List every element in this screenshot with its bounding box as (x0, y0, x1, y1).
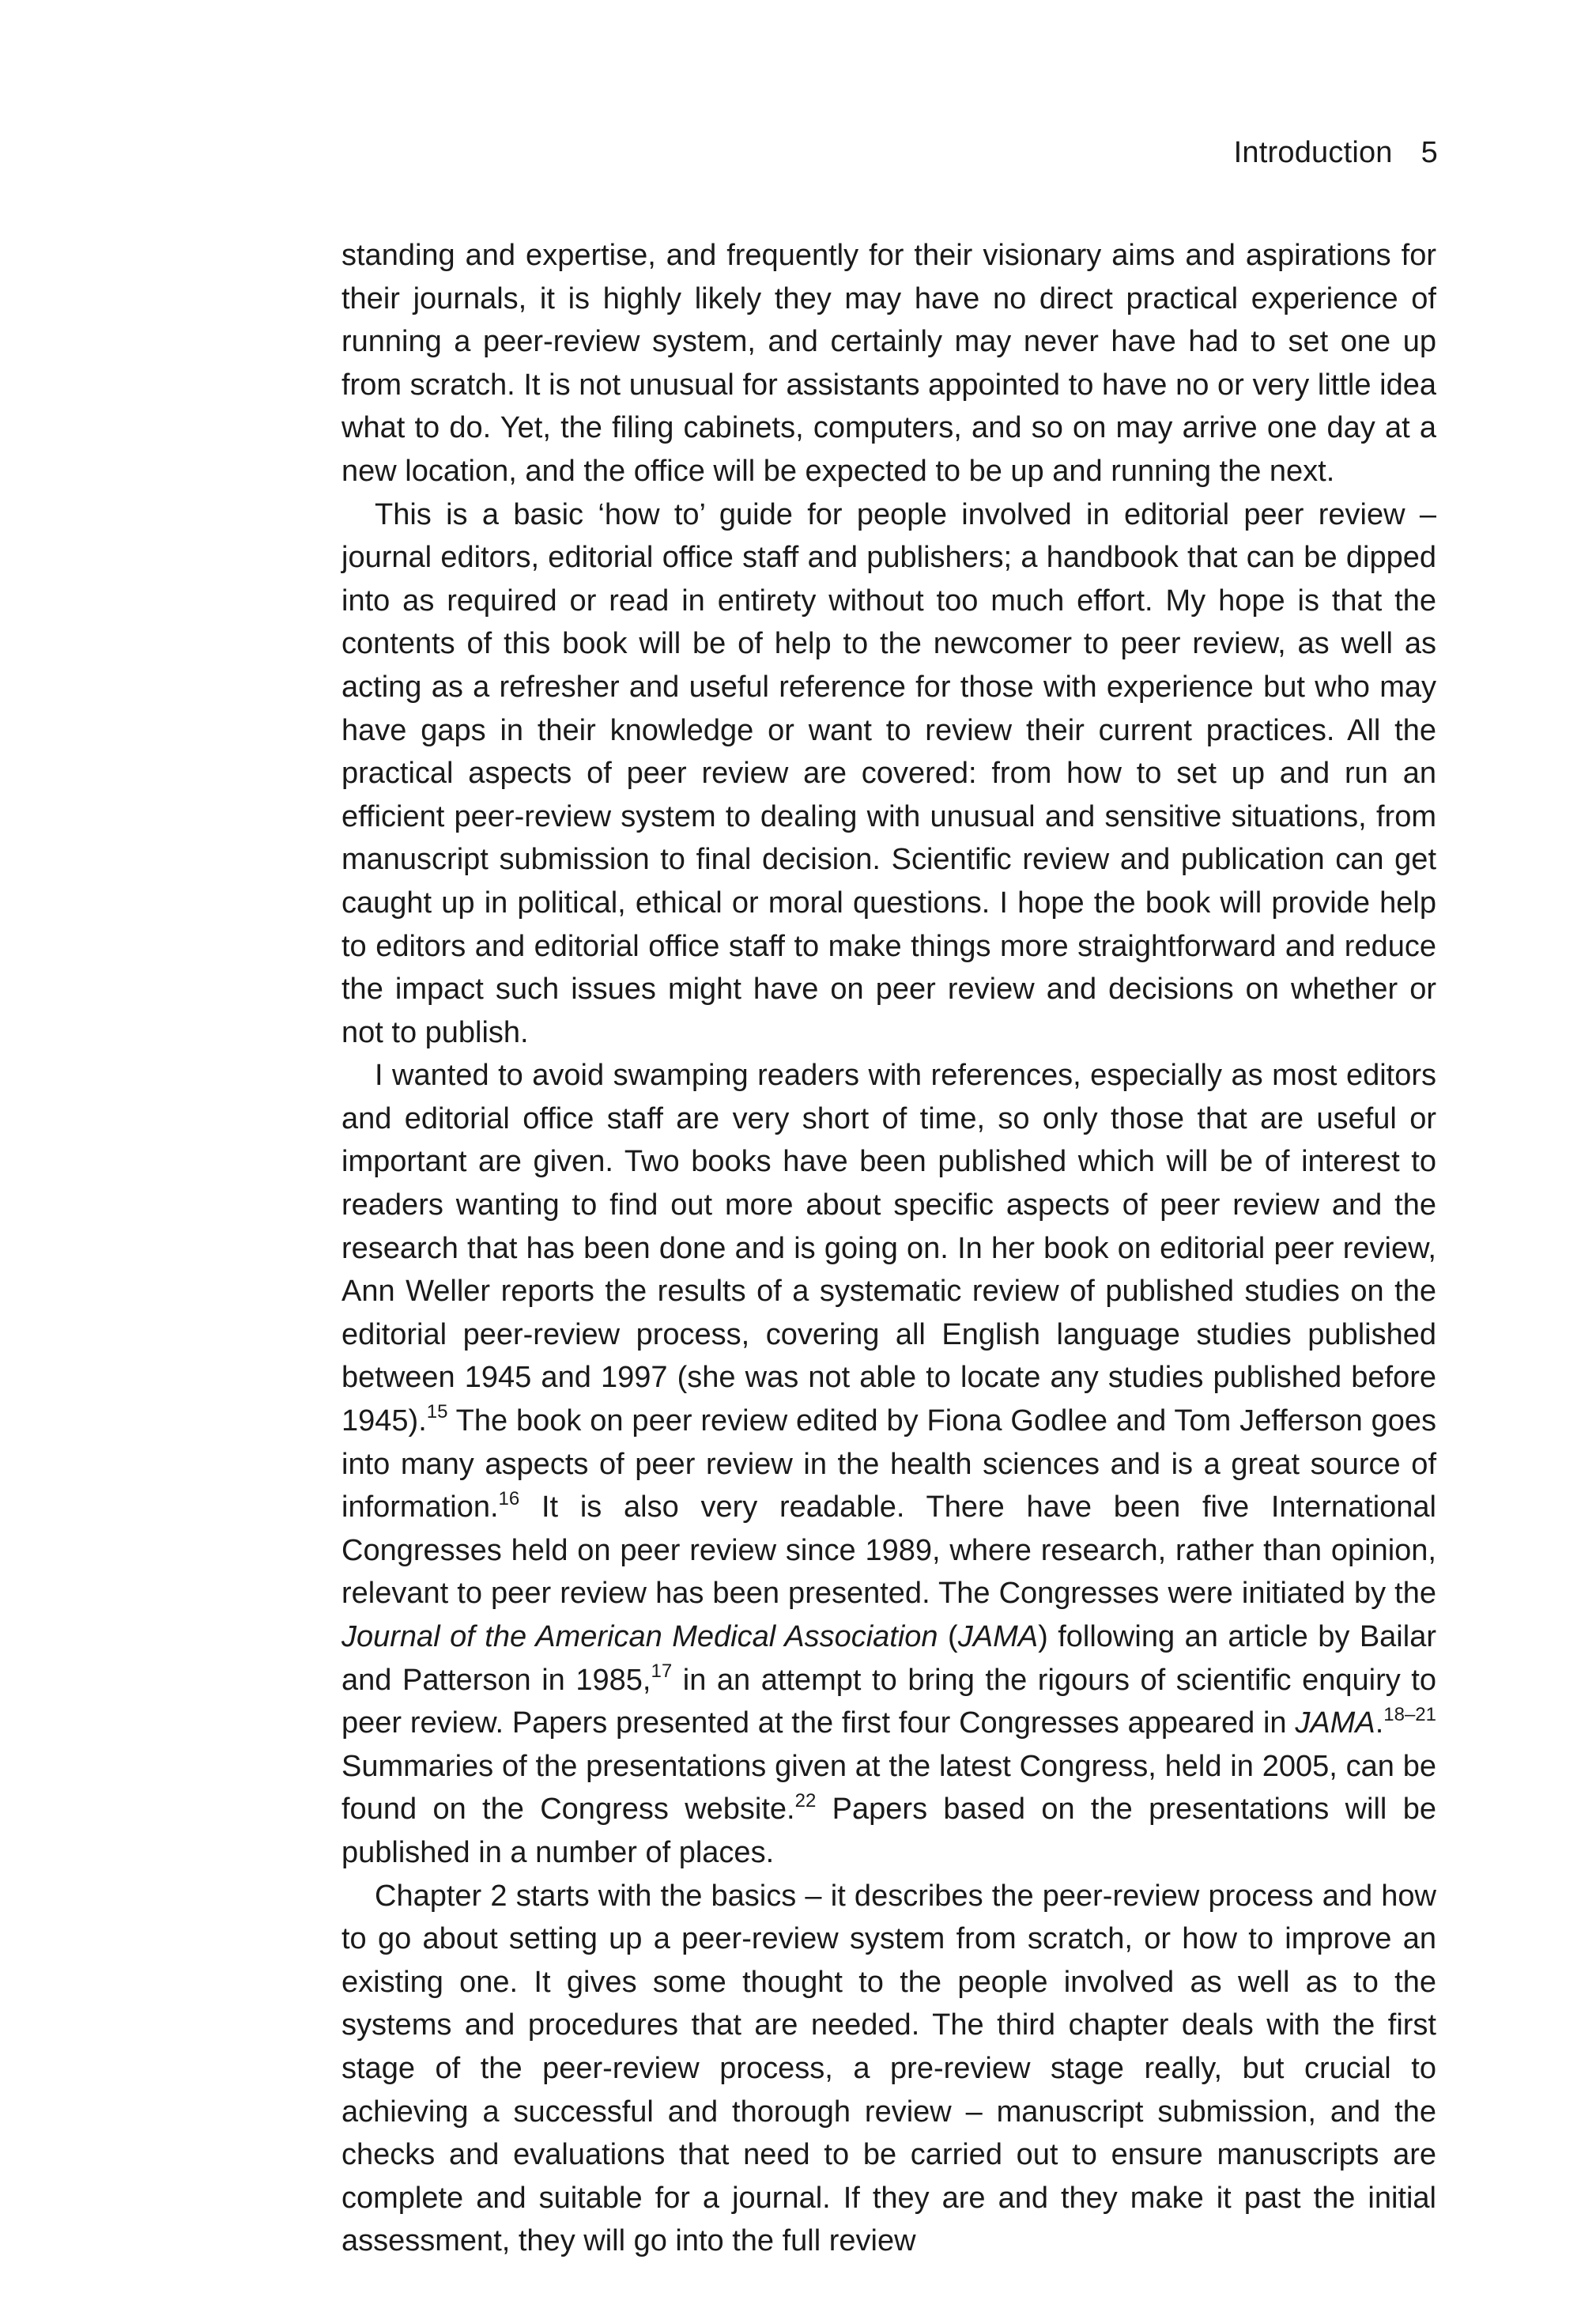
paragraph-3-text-8: Summaries of the presentations given at the latest Congress, held in 2005, can be found on the Congress website. (341, 1749, 1436, 1827)
reference-17: 17 (651, 1660, 673, 1682)
paragraph-3-text-5: ) following an article by Bailar and Patterson in 1985, (341, 1620, 1436, 1697)
paragraph-1: standing and expertise, and frequently for their visionary aims and aspirations for their journals, it is highly likely they may have no direct practical experience of running a peer-review system, and certainly may never have had to set one up from scratch. It is not unusual for assistants appointed to have no or very little idea what to do. Yet, the filing cabinets, computers, and so on may arrive one day at a new location, and the office will be expected to be up and running the next. (341, 239, 1436, 488)
reference-16: 16 (498, 1487, 520, 1509)
reference-15: 15 (426, 1401, 448, 1423)
paragraph-3-text-4: ( (938, 1620, 958, 1653)
journal-abbrev: JAMA (957, 1620, 1039, 1653)
paragraph-3-text-7: . (1375, 1706, 1384, 1740)
page-number: 5 (1421, 136, 1438, 169)
journal-title: Journal of the American Medical Association (341, 1620, 938, 1653)
paragraph-2: This is a basic ‘how to’ guide for people involved in editorial peer review – journal editors, editorial office staff and publishers; a handbook that can be dipped into as required or read in entirety without too much effort. My hope is that the contents of this book will be of help to the newcomer to peer review, as well as acting as a refresher and useful reference for those with experience but who may have gaps in their knowledge or want to review their current practices. All the practical aspects of peer review are covered: from how to set up and run an efficient peer-review system to dealing with unusual and sensitive situations, from manuscript submission to final decision. Scientific review and publication can get caught up in political, ethical or moral questions. I hope the book will provide help to editors and editorial office staff to make things more straightforward and reduce the impact such issues might have on peer review and decisions on whether or not to publish. (341, 497, 1436, 1049)
section-title: Introduction (1233, 136, 1393, 169)
paragraph-3-text-2: The book on peer review edited by Fiona Godlee and Tom Jefferson goes into many aspects of peer review in the health sciences and is a great source of information. (341, 1404, 1436, 1524)
paragraph-3-text-1: I wanted to avoid swamping readers with references, especially as most editors and editorial office staff are very short of time, so only those that are useful or important are given. Two books have been published which will be of interest to readers wanting to find out more about specific aspects of peer review and the research that has been done and is going on. In her book on editorial peer review, Ann Weller reports the results of a systematic review of published studies on the editorial peer-review process, covering all English language studies published between 1945 and 1997 (she was not able to locate any studies published before 1945). (341, 1059, 1436, 1438)
paragraph-3-text-6: in an attempt to bring the rigours of scientific enquiry to peer review. Papers presented at the first four Congresses appeared in (341, 1663, 1436, 1740)
reference-18-21: 18–21 (1383, 1703, 1436, 1725)
paragraph-3-text-3: It is also very readable. There have been five International Congresses held on peer review since 1989, where research, rather than opinion, relevant to peer review has been presented. The Congresses were initiated by the (341, 1490, 1436, 1611)
body-text (341, 234, 1436, 2263)
paragraph-4: Chapter 2 starts with the basics – it describes the peer-review process and how to go about setting up a peer-review system from scratch, or how to improve an existing one. It gives some thought to the people involved as well as to the systems and procedures that are needed. The third chapter deals with the first stage of the peer-review process, a pre-review stage really, but crucial to achieving a successful and thorough review – manuscript submission, and the checks and evaluations that need to be carried out to ensure manuscripts are complete and suitable for a journal. If they are and they make it past the initial assessment, they will go into the full review (341, 1879, 1436, 2258)
paragraph-3-text-9: Papers based on the presentations will be published in a number of places. (341, 1793, 1436, 1869)
paragraph-3 (341, 1054, 1436, 1874)
running-header (1234, 131, 1438, 174)
reference-22: 22 (794, 1789, 817, 1812)
journal-abbrev-2: JAMA (1295, 1706, 1375, 1740)
